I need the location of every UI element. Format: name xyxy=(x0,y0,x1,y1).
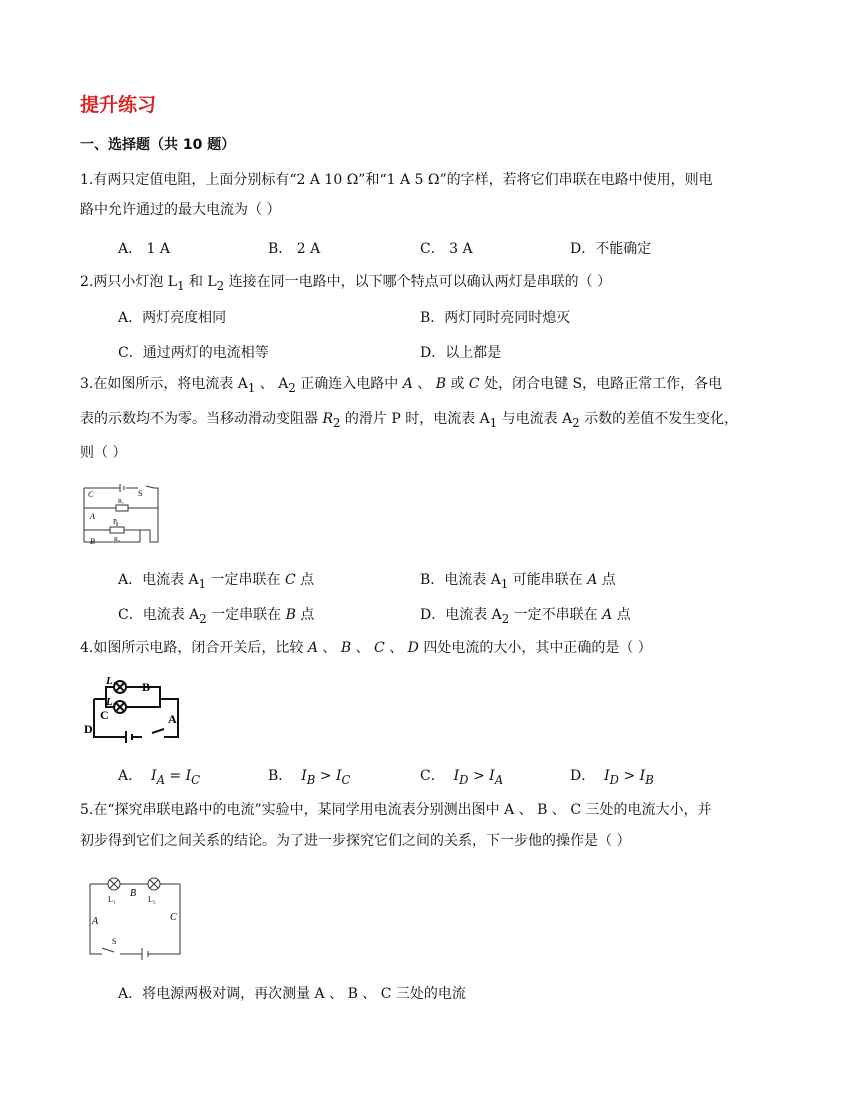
q3-stem-line2: 表的示数均不为零。当移动滑动变阻器 $R_2$ 的滑片 P 时，电流表 $A_1$ 与电流表 $A_2$ 示数的差值不发生变化， xyxy=(80,411,739,430)
q5-fig-label-a: A xyxy=(92,916,99,927)
q4-option-a: A． $I_A = I_C$ xyxy=(118,768,201,787)
q5-circuit-figure xyxy=(80,872,188,960)
q4-circuit-figure xyxy=(80,673,185,745)
q3-fig-label-b: B xyxy=(90,537,95,546)
page-title: 提升练习 xyxy=(80,94,157,116)
q3-fig-label-a: A xyxy=(90,512,95,521)
q2-option-d: D．以上都是 xyxy=(420,345,502,361)
q3-fig-label-c: C xyxy=(88,490,94,499)
q5-fig-label-c: C xyxy=(170,912,177,923)
q3-fig-label-p: P xyxy=(113,518,117,526)
q4-fig-label-l2: L₂ xyxy=(106,696,117,708)
q4-fig-label-b: B xyxy=(142,680,151,694)
q3-option-d: D．电流表 $A_2$ 一定不串联在 A 点 xyxy=(420,607,631,626)
q2-option-b: B．两灯同时亮同时熄灭 xyxy=(420,310,571,326)
q1-stem-line1: 1.有两只定值电阻，上面分别标有“2 A 10 Ω”和“1 A 5 Ω”的字样，若将它们串联在电路中使用，则电 xyxy=(80,172,713,188)
q5-fig-label-s: S xyxy=(112,937,117,946)
q4-option-c: C． $I_D > I_A$ xyxy=(420,768,504,787)
q1-option-c: C． 3 A xyxy=(420,241,473,257)
q1-option-b: B． 2 A xyxy=(268,241,321,257)
q4-fig-label-d: D xyxy=(84,722,93,736)
q4-fig-label-a: A xyxy=(168,712,177,726)
q3-option-c: C．电流表 $A_2$ 一定串联在 B 点 xyxy=(118,607,315,626)
q3-fig-label-r2: R₂ xyxy=(114,537,121,543)
q5-stem-line2: 初步得到它们之间关系的结论。为了进一步探究它们之间的关系，下一步他的操作是（ ） xyxy=(80,833,631,849)
q5-option-a: A．将电源两极对调，再次测量 A 、 B 、 C 三处的电流 xyxy=(118,986,466,1002)
q5-fig-label-l1: L₁ xyxy=(108,895,116,904)
q3-circuit-figure xyxy=(80,482,162,548)
q3-fig-label-r1: R₁ xyxy=(118,499,125,505)
q1-option-a: A． 1 A xyxy=(118,241,171,257)
section-heading: 一、选择题（共 10 题） xyxy=(80,137,236,153)
q3-option-a: A．电流表 $A_1$ 一定串联在 C 点 xyxy=(118,572,315,591)
q3-stem-line1: 3.在如图所示，将电流表 $A_1$ 、 $A_2$ 正确连入电路中 A 、 B 或 C 处，闭合电键 S，电路正常工作，各电 xyxy=(80,376,723,395)
q3-fig-label-s: S xyxy=(138,489,143,498)
q4-fig-label-l1: L₁ xyxy=(106,675,117,687)
q1-stem-line2: 路中允许通过的最大电流为（ ） xyxy=(80,202,281,218)
q2-option-c: C．通过两灯的电流相等 xyxy=(118,345,269,361)
q5-fig-label-b: B xyxy=(130,888,137,899)
q5-stem-line1: 5.在“探究串联电路中的电流”实验中，某同学用电流表分别测出图中 A 、 B 、 C 三处的电流大小，并 xyxy=(80,802,712,818)
q4-option-d: D． $I_D > I_B$ xyxy=(570,768,654,787)
q2-stem: 2.两只小灯泡 $L_1$ 和 $L_2$ 连接在同一电路中，以下哪个特点可以确认两灯是串联的（ ） xyxy=(80,274,612,293)
q1-option-d: D．不能确定 xyxy=(570,241,652,257)
q4-option-b: B． $I_B > I_C$ xyxy=(268,768,351,787)
q2-option-a: A．两灯亮度相同 xyxy=(118,310,227,326)
q3-stem-line3: 则（ ） xyxy=(80,445,127,461)
q4-stem: 4.如图所示电路，闭合开关后，比较 A 、 B 、 C 、 D 四处电流的大小，其中正确的是（ ） xyxy=(80,640,652,656)
q5-fig-label-l2: L₂ xyxy=(148,895,156,904)
q4-fig-label-c: C xyxy=(100,708,109,722)
q3-option-b: B．电流表 $A_1$ 可能串联在 A 点 xyxy=(420,572,616,591)
